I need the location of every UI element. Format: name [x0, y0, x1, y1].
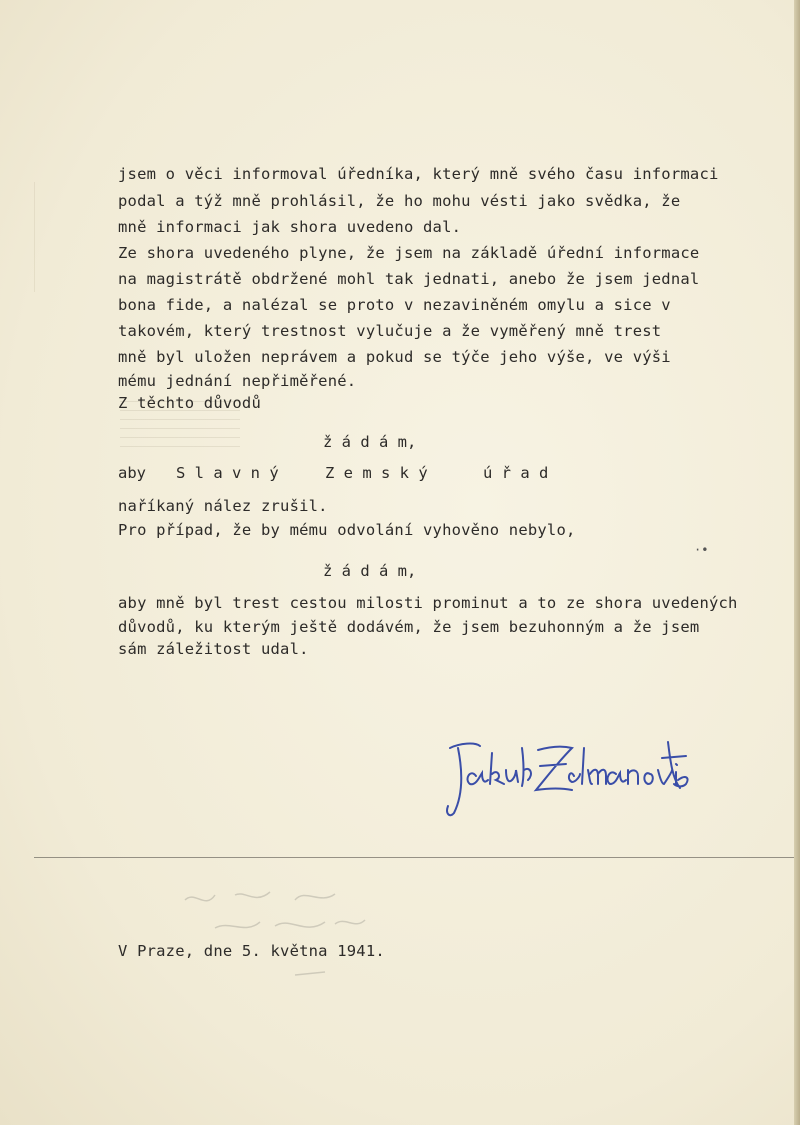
text-line: sám záležitost udal. [118, 640, 309, 658]
handwritten-signature [440, 718, 690, 828]
divider-rule [34, 857, 794, 858]
text-line: důvodů, ku kterým ještě dodávém, že jsem bezuhonným a že jsem [118, 618, 700, 636]
text-line: podal a týž mně prohlásil, že ho mohu vésti jako svědka, že [118, 192, 681, 210]
ink-speck: ·• [694, 543, 709, 557]
text-line: Pro případ, že by mému odvolání vyhověno nebylo, [118, 521, 576, 539]
text-line: mně byl uložen neprávem a pokud se týče jeho výše, ve výši [118, 348, 671, 366]
faint-pencil-notes [175, 880, 375, 990]
text-line: naříkaný nález zrušil. [118, 497, 328, 515]
text-line: bona fide, a nalézal se proto v nezaviněném omylu a sice v [118, 296, 671, 314]
text-line: na magistrátě obdržené mohl tak jednati, anebo že jsem jednal [118, 270, 700, 288]
address-word: Z e m s k ý [325, 464, 428, 482]
place-date: V Praze, dne 5. května 1941. [118, 942, 385, 960]
text-line: Ze shora uvedeného plyne, že jsem na základě úřední informace [118, 244, 700, 262]
text-line: Z těchto důvodů [118, 394, 261, 412]
text-line: aby mně byl trest cestou milosti prominut a to ze shora uvedených [118, 594, 738, 612]
text-line: jsem o věci informoval úředníka, který mně svého času informaci [118, 165, 719, 183]
request-heading: ž á d á m, [323, 433, 417, 451]
text-line: takovém, který trestnost vylučuje a že vyměřený mně trest [118, 322, 662, 340]
request-heading: ž á d á m, [323, 562, 417, 580]
paper-edge [794, 0, 800, 1125]
address-word: ú ř a d [483, 464, 549, 482]
faded-stamp [34, 182, 125, 292]
address-prefix: aby [118, 464, 146, 482]
text-line: mně informaci jak shora uvedeno dal. [118, 218, 462, 236]
address-word: S l a v n ý [176, 464, 279, 482]
text-line: mému jednání nepřiměřené. [118, 372, 357, 390]
